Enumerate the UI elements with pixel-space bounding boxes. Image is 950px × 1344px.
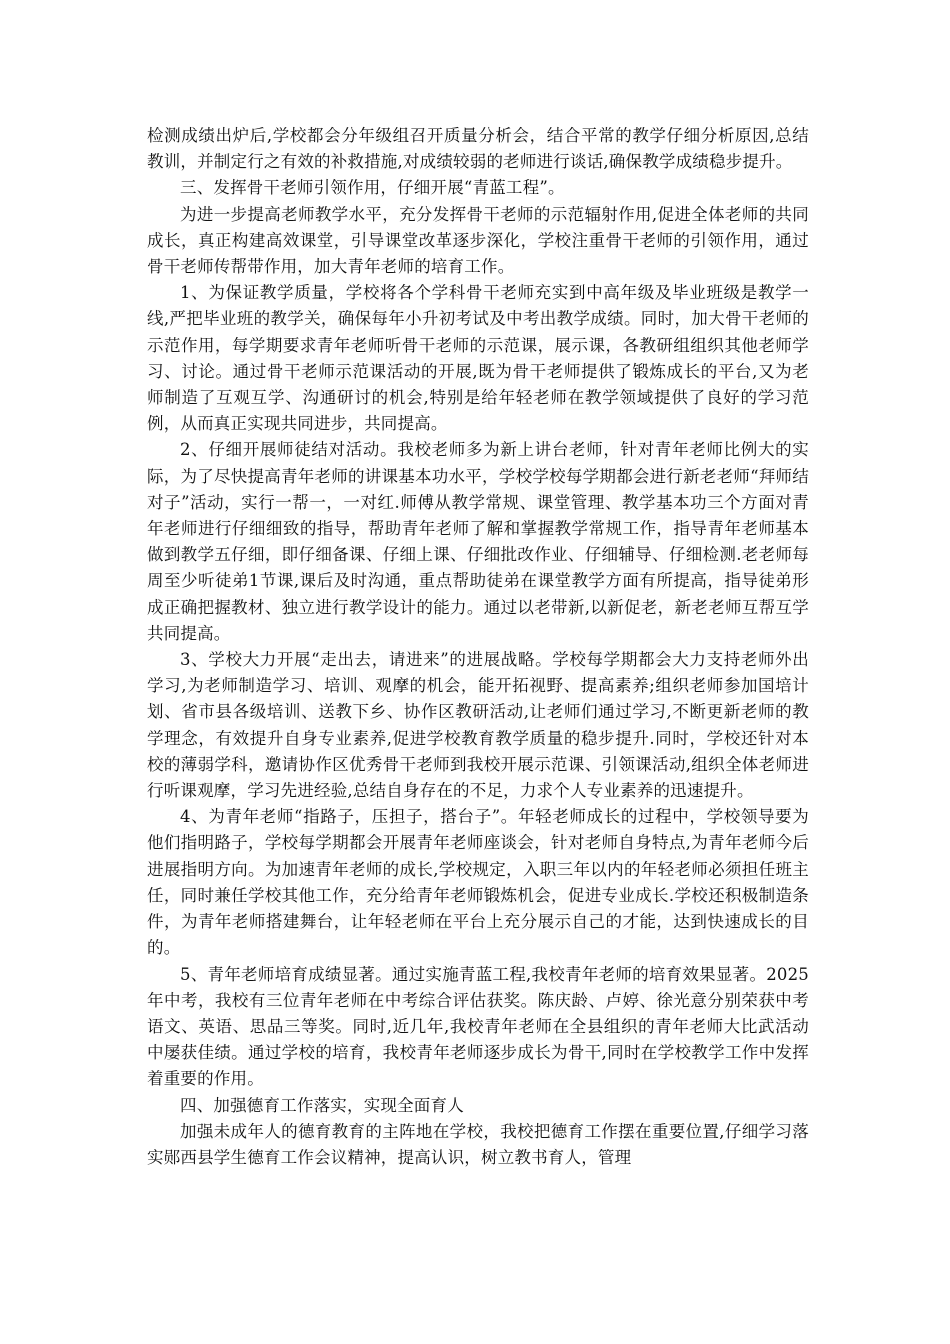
section-heading-three: 三、发挥骨干老师引领作用，仔细开展“青蓝工程”。 — [180, 178, 565, 198]
paragraph-quality-analysis-continuation: 检测成绩出炉后,学校都会分年级组召开质量分析会，结合平常的教学仔细分析原因,总结教训，并制定行之有效的补救措施,对成绩较弱的老师进行谈话,确保教学成绩稳步提升。 — [147, 126, 809, 172]
paragraph-item-2: 2、仔细开展师徒结对活动。我校老师多为新上讲台老师，针对青年老师比例大的实际，为了尽快提高青年老师的讲课基本功水平，学校学校每学期都会进行新老老师“拜师结对子”活动，实行一帮一，一对红.师傅从教学常规、课堂管理、教学基本功三个方面对青年老师进行仔细细致的指导，帮助青年老师了解和掌握教学常规工作，指导青年老师基本做到教学五仔细，即仔细备课、仔细上课、仔细批改作业、仔细辅导、仔细检测.老老师每周至少听徒弟1节课,课后及时沟通，重点帮助徒弟在课堂教学方面有所提高，指导徒弟形成正确把握教材、独立进行教学设计的能力。通过以老带新,以新促老，新老老师互帮互学共同提高。 — [147, 440, 809, 643]
section-heading-four: 四、加强德育工作落实，实现全面育人 — [180, 1095, 464, 1115]
document-body — [147, 123, 809, 1171]
paragraph-item-4: 4、为青年老师“指路子，压担子，搭台子”。年轻老师成长的过程中，学校领导要为他们指明路子，学校每学期都会开展青年老师座谈会，针对老师自身特点,为青年老师今后进展指明方向。为加速青年老师的成长,学校规定，入职三年以内的年轻老师必须担任班主任，同时兼任学校其他工作，充分给青年老师锻炼机会，促进专业成长.学校还积极制造条件，为青年老师搭建舞台，让年轻老师在平台上充分展示自己的才能，达到快速成长的目的。 — [147, 807, 809, 958]
paragraph-item-1: 1、为保证教学质量，学校将各个学科骨干老师充实到中高年级及毕业班级是教学一线,严把毕业班的教学关，确保每年小升初考试及中考出教学成绩。同时，加大骨干老师的示范作用，每学期要求青年老师听骨干老师的示范课，展示课，各教研组组织其他老师学习、讨论。通过骨干老师示范课活动的开展,既为骨干老师提供了锻炼成长的平台,又为老师制造了互观互学、沟通研讨的机会,特别是给年轻老师在教学领域提供了良好的学习范例，从而真正实现共同进步，共同提高。 — [147, 283, 809, 434]
paragraph-section-four-intro: 加强未成年人的德育教育的主阵地在学校，我校把德育工作摆在重要位置,仔细学习落实郧西县学生德育工作会议精神，提高认识，树立教书育人，管理 — [147, 1121, 809, 1167]
paragraph-section-three-intro: 为进一步提高老师教学水平，充分发挥骨干老师的示范辐射作用,促进全体老师的共同成长，真正构建高效课堂，引导课堂改革逐步深化，学校注重骨干老师的引领作用，通过骨干老师传帮带作用，加大青年老师的培育工作。 — [147, 204, 809, 277]
paragraph-item-3: 3、学校大力开展“走出去，请进来”的进展战略。学校每学期都会大力支持老师外出学习,为老师制造学习、培训、观摩的机会，能开拓视野、提高素养;组织老师参加国培计划、省市县各级培训、送教下乡、协作区教研活动,让老师们通过学习,不断更新老师的教学理念，有效提升自身专业素养,促进学校教育教学质量的稳步提升.同时，学校还针对本校的薄弱学科，邀请协作区优秀骨干老师到我校开展示范课、引领课活动,组织全体老师进行听课观摩，学习先进经验,总结自身存在的不足，力求个人专业素养的迅速提升。 — [147, 650, 809, 801]
paragraph-item-5: 5、青年老师培育成绩显著。通过实施青蓝工程,我校青年老师的培育效果显著。2025年中考，我校有三位青年老师在中考综合评估获奖。陈庆龄、卢婷、徐光意分别荣获中考语文、英语、思品三等奖。同时,近几年,我校青年老师在全县组织的青年老师大比武活动中屡获佳绩。通过学校的培育，我校青年老师逐步成长为骨干,同时在学校教学工作中发挥着重要的作用。 — [147, 964, 809, 1089]
